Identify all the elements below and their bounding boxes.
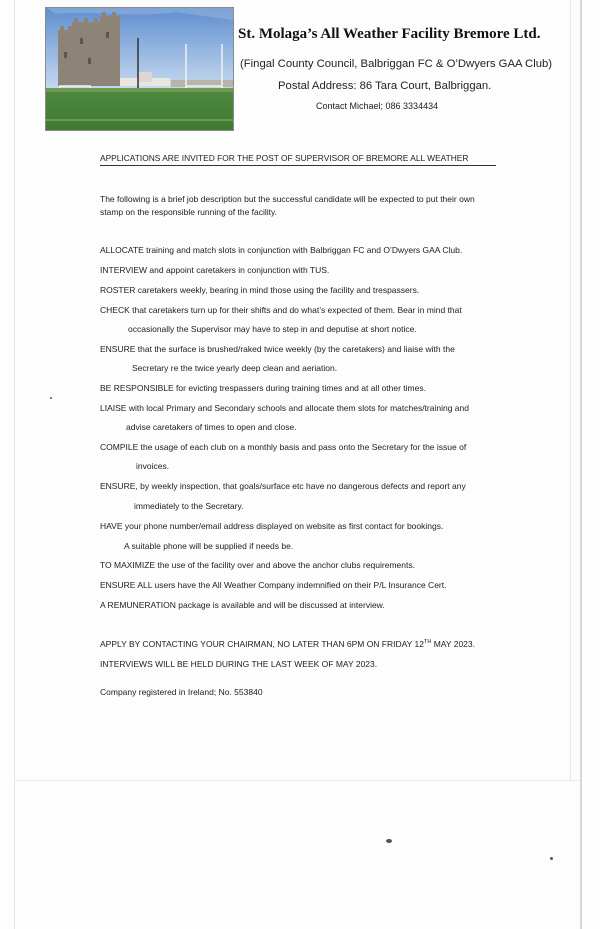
notice-heading: APPLICATIONS ARE INVITED FOR THE POST OF SUPERVISOR OF BREMORE ALL WEATHER — [100, 153, 496, 166]
duty-line: LIAISE with local Primary and Secondary schools and allocate them slots for matches/training and — [100, 403, 469, 413]
page-edge — [580, 0, 582, 929]
apply-deadline — [100, 639, 475, 649]
company-registration: Company registered in Ireland; No. 553840 — [100, 687, 263, 697]
company-partners: (Fingal County Council, Balbriggan FC & O’Dwyers GAA Club) — [240, 58, 553, 70]
paper-fold — [14, 780, 580, 781]
duty-line: TO MAXIMIZE the use of the facility over and above the anchor clubs requirements. — [100, 560, 415, 570]
duty-line: ENSURE that the surface is brushed/raked twice weekly (by the caretakers) and liaise with the — [100, 344, 455, 354]
duty-line: ROSTER caretakers weekly, bearing in mind those using the facility and trespassers. — [100, 285, 420, 295]
duty-line: INTERVIEW and appoint caretakers in conjunction with TUS. — [100, 265, 330, 275]
date-suffix: TH — [424, 639, 432, 646]
duty-line: BE RESPONSIBLE for evicting trespassers during training times and at all other times. — [100, 383, 426, 393]
contact-phone: Contact Michael; 086 3334434 — [316, 101, 439, 111]
duty-line: immediately to the Secretary. — [134, 501, 244, 511]
page-edge — [570, 0, 571, 780]
duty-line: Secretary re the twice yearly deep clean and aeriation. — [132, 363, 338, 373]
duty-line: ENSURE, by weekly inspection, that goals/surface etc have no dangerous defects and report any — [100, 481, 466, 491]
duty-line: HAVE your phone number/email address displayed on website as first contact for bookings. — [100, 521, 444, 531]
postal-address: Postal Address: 86 Tara Court, Balbriggan. — [278, 80, 492, 92]
company-title: St. Molaga’s All Weather Facility Bremore Ltd. — [238, 26, 541, 42]
duty-line: ENSURE ALL users have the All Weather Company indemnified on their P/L Insurance Cert. — [100, 580, 447, 590]
duty-line: A REMUNERATION package is available and will be discussed at interview. — [100, 600, 385, 610]
scan-speck — [386, 839, 392, 843]
duty-line: ALLOCATE training and match slots in conjunction with Balbriggan FC and O’Dwyers GAA Club. — [100, 245, 463, 255]
scan-speck — [50, 397, 52, 399]
intro-paragraph: The following is a brief job description but the successful candidate will be expected to put their own stamp on the responsible running of the facility. — [100, 194, 475, 217]
scan-speck — [550, 857, 553, 860]
duty-line: CHECK that caretakers turn up for their shifts and do what’s expected of them. Bear in mind that — [100, 305, 462, 315]
duty-line: occasionally the Supervisor may have to step in and deputise at short notice. — [128, 324, 417, 334]
duty-line: COMPILE the usage of each club on a monthly basis and pass onto the Secretary for the issue of — [100, 442, 467, 452]
facility-photo — [45, 7, 234, 131]
duty-line: advise caretakers of times to open and close. — [126, 422, 297, 432]
page-edge — [14, 0, 15, 929]
apply-deadline-month: MAY 2023. — [431, 639, 475, 649]
apply-deadline-text: APPLY BY CONTACTING YOUR CHAIRMAN, NO LATER THAN 6PM ON FRIDAY 12 — [100, 639, 425, 649]
duty-line: invoices. — [136, 461, 170, 471]
duty-line: A suitable phone will be supplied if needs be. — [124, 541, 294, 551]
interview-dates: INTERVIEWS WILL BE HELD DURING THE LAST WEEK OF MAY 2023. — [100, 659, 378, 669]
